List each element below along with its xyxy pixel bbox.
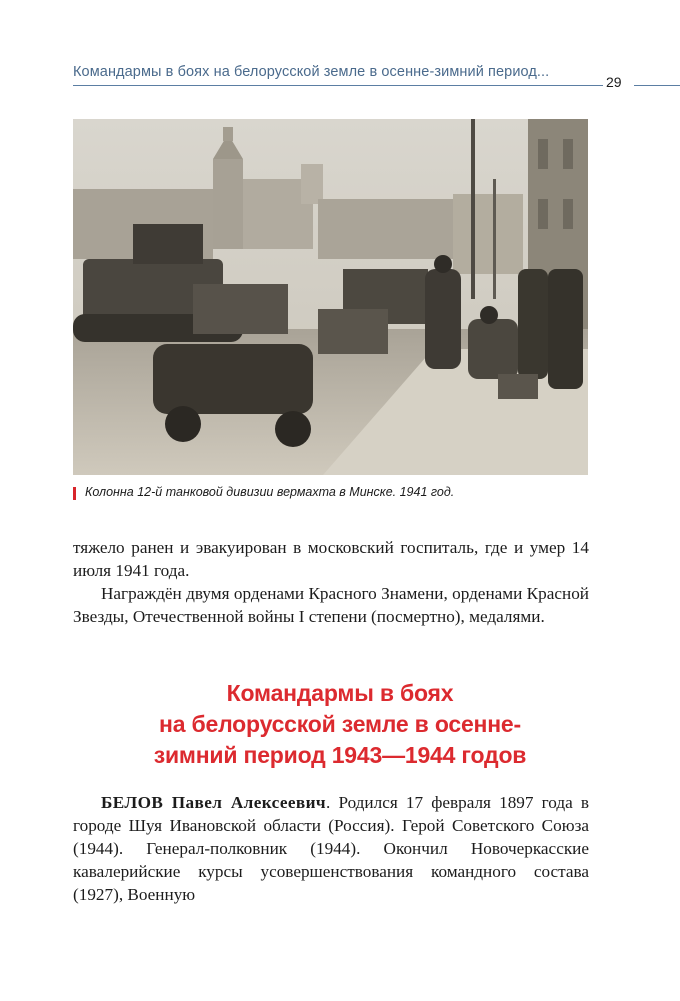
photo-caption: Колонна 12-й танковой дивизии вермахта в Минске. 1941 год. [85,485,455,499]
header-rule-right [634,85,680,86]
photo-tank-column-minsk [73,119,588,475]
section-heading-line-3: зимний период 1943—1944 годов [153,742,527,768]
biography-text: . Родился 17 февраля 1897 года в городе Шуя Ивановской области (Россия). Герой Советского Союза (1944). Генерал-полковник (1944). Окончил Новочеркасские кавалерийские курсы усовершенствования командного состава (1927), Военную [73,793,589,904]
running-head: Командармы в боях на белорусской земле в осенне-зимний период... [73,64,550,80]
biography-paragraph [73,791,589,906]
section-heading-line-1: Командармы в боях [226,680,454,706]
section-heading [90,678,590,771]
page-number: 29 [606,74,622,90]
caption-marker [73,487,76,500]
body-paragraph-1: тяжело ранен и эвакуирован в московский госпиталь, где и умер 14 июля 1941 года. [73,538,589,580]
body-paragraph-2: Награждён двумя орденами Красного Знамени, орденами Красной Звезды, Отечественной войны I степени (посмертно), медалями. [73,584,589,626]
header-rule [73,85,603,86]
section-heading-line-2: на белорусской земле в осенне- [159,711,521,737]
biography-name: БЕЛОВ Павел Алексеевич [101,793,326,812]
